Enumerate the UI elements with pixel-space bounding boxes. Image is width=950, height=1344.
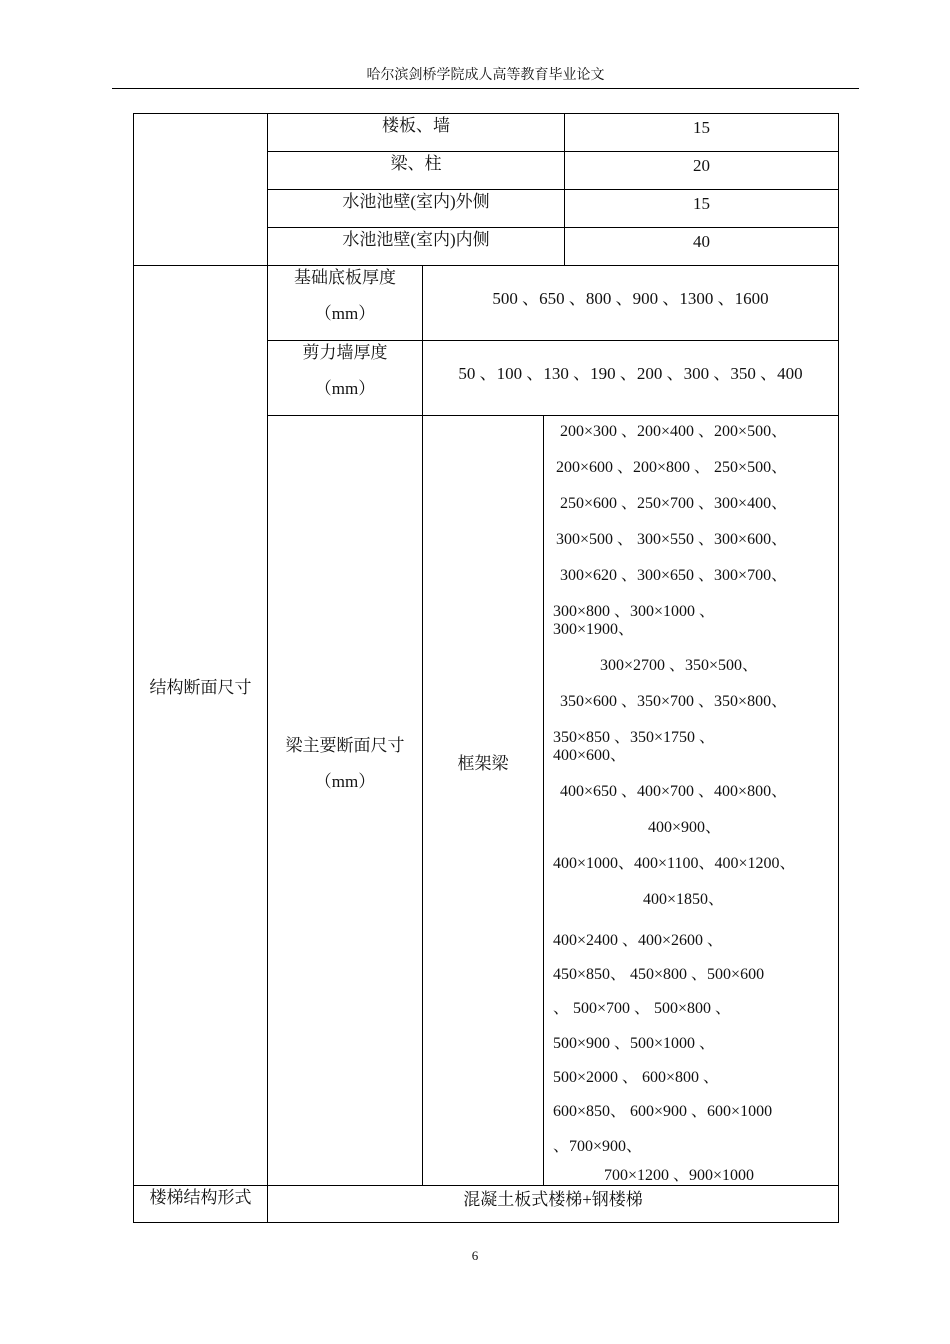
foundation-unit: （mm） xyxy=(314,304,376,323)
beam-label: 梁主要断面尺寸 xyxy=(285,736,405,755)
page-header: 哈尔滨剑桥学院成人高等教育毕业论文 xyxy=(112,64,859,89)
beam-size-line: 400×650 、400×700 、400×800、 xyxy=(560,783,788,800)
page-number: 6 xyxy=(471,1248,479,1263)
shear-wall-unit: （mm） xyxy=(314,379,376,398)
beam-size-line: 、 500×700 、 500×800 、 xyxy=(553,1000,732,1017)
beam-size-line: 350×850 、350×1750 、 xyxy=(553,729,716,746)
section-label: 结构断面尺寸 xyxy=(149,678,252,697)
cover-label-pool-inner: 水池池壁(室内)内侧 xyxy=(342,230,490,249)
beam-size-line: 600×850、 600×900 、600×1000 xyxy=(553,1103,773,1120)
beam-size-line: 300×1900、 xyxy=(553,621,635,638)
beam-size-line: 、700×900、 xyxy=(553,1138,643,1155)
beam-size-line: 450×850、 450×800 、500×600 xyxy=(553,966,765,983)
cover-label-beam-column: 梁、柱 xyxy=(390,154,442,173)
beam-size-line: 250×600 、250×700 、300×400、 xyxy=(560,495,788,512)
foundation-value: 500 、650 、800 、900 、1300 、1600 xyxy=(492,289,769,308)
beam-size-line: 500×2000 、 600×800 、 xyxy=(553,1069,720,1086)
beam-size-line: 300×800 、300×1000 、 xyxy=(553,603,716,620)
stair-label: 楼梯结构形式 xyxy=(149,1188,252,1207)
stair-value: 混凝土板式楼梯+钢楼梯 xyxy=(463,1190,643,1209)
shear-wall-label: 剪力墙厚度 xyxy=(302,343,388,362)
beam-size-line: 200×600 、200×800 、 250×500、 xyxy=(556,459,788,476)
beam-size-line: 700×1200 、900×1000 xyxy=(604,1167,755,1184)
beam-size-line: 500×900 、500×1000 、 xyxy=(553,1035,716,1052)
beam-size-line: 400×1000、400×1100、400×1200、 xyxy=(553,855,796,872)
beam-unit: （mm） xyxy=(314,772,376,791)
foundation-label: 基础底板厚度 xyxy=(294,268,396,287)
beam-size-line: 300×620 、300×650 、300×700、 xyxy=(560,567,788,584)
shear-wall-value: 50 、100 、130 、190 、200 、300 、350 、400 xyxy=(458,364,803,383)
beam-size-line: 300×500 、 300×550 、300×600、 xyxy=(556,531,788,548)
beam-size-line: 400×900、 xyxy=(648,819,722,836)
cover-label-pool-outer: 水池池壁(室内)外侧 xyxy=(342,192,490,211)
beam-size-line: 400×1850、 xyxy=(643,891,725,908)
cover-value-slab-wall: 15 xyxy=(693,118,710,137)
beam-size-line: 350×600 、350×700 、350×800、 xyxy=(560,693,788,710)
beam-size-line: 400×2400 、400×2600 、 xyxy=(553,932,724,949)
cover-label-slab-wall: 楼板、墙 xyxy=(382,116,450,135)
cover-value-beam-column: 20 xyxy=(693,156,710,175)
beam-size-line: 300×2700 、350×500、 xyxy=(600,657,759,674)
cover-value-pool-inner: 40 xyxy=(693,232,710,251)
beam-type: 框架梁 xyxy=(457,754,509,773)
beam-size-line: 400×600、 xyxy=(553,747,627,764)
beam-size-line: 200×300 、200×400 、200×500、 xyxy=(560,423,788,440)
cover-value-pool-outer: 15 xyxy=(693,194,710,213)
